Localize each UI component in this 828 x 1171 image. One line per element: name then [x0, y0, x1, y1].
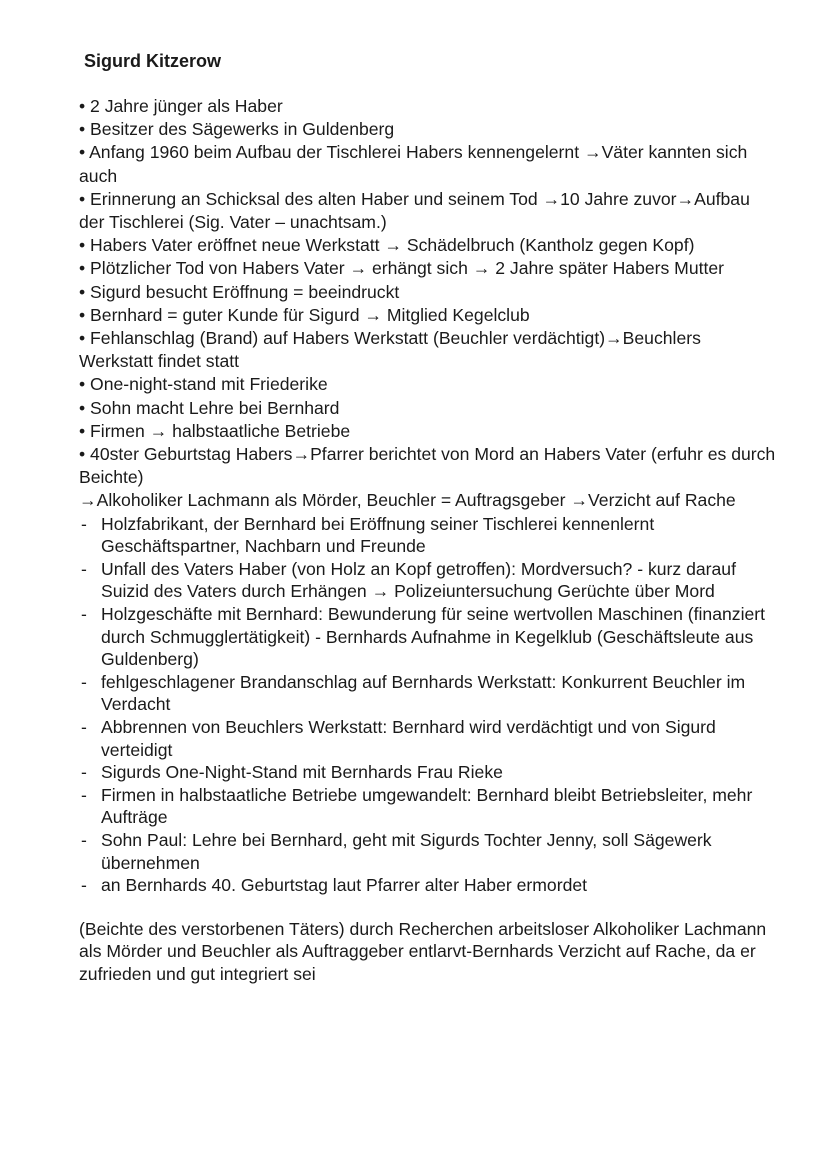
dash-item: - Firmen in halbstaatliche Betriebe umgewandelt: Bernhard bleibt Betriebsleiter, mehr Aufträge — [79, 784, 779, 829]
bullet-item: • Besitzer des Sägewerks in Guldenberg — [79, 119, 395, 140]
dash-item: - fehlgeschlagener Brandanschlag auf Bernhards Werkstatt: Konkurrent Beuchler im Verdacht — [79, 671, 779, 716]
bullet-item: • Erinnerung an Schicksal des alten Haber und seinem Tod →10 Jahre zuvor→Aufbau der Tischlerei (Sig. Vater – unachtsam.) — [79, 188, 750, 233]
bullet-item: • One-night-stand mit Friederike — [79, 374, 328, 395]
dash-item: - Sigurds One-Night-Stand mit Bernhards Frau Rieke — [79, 761, 779, 784]
page-title: Sigurd Kitzerow — [84, 51, 222, 71]
bullet-item: • Bernhard = guter Kunde für Sigurd → Mitglied Kegelclub — [79, 304, 530, 325]
bullet-item: • Anfang 1960 beim Aufbau der Tischlerei Habers kennengelernt →Väter kannten sich auch — [79, 142, 748, 186]
bullet-item: • Sigurd besucht Eröffnung = beeindruckt — [79, 281, 400, 302]
dash-item: - Sohn Paul: Lehre bei Bernhard, geht mit Sigurds Tochter Jenny, soll Sägewerk übernehmen — [79, 829, 779, 874]
dash-list — [79, 513, 779, 897]
dash-item: - Holzgeschäfte mit Bernhard: Bewunderung für seine wertvollen Maschinen (finanziert durch Schmugglertätigkeit) - Bernhards Aufnahme in Kegelklub (Geschäftsleute aus Guldenberg) — [79, 603, 779, 671]
bullet-list — [79, 95, 779, 513]
dash-item: - Unfall des Vaters Haber (von Holz an Kopf getroffen): Mordversuch? - kurz darauf Suizid des Vaters durch Erhängen → Polizeiuntersuchung Gerüchte über Mord — [79, 558, 779, 603]
bullet-item: • Sohn macht Lehre bei Bernhard — [79, 397, 340, 418]
bullet-item: • 40ster Geburtstag Habers→Pfarrer berichtet von Mord an Habers Vater (erfuhr es durch Beichte) — [79, 444, 776, 488]
bullet-item: • 2 Jahre jünger als Haber — [79, 96, 283, 116]
bullet-item: • Habers Vater eröffnet neue Werkstatt → Schädelbruch (Kantholz gegen Kopf) — [79, 235, 695, 256]
document-page — [79, 50, 779, 986]
dash-item: - Abbrennen von Beuchlers Werkstatt: Bernhard wird verdächtigt und von Sigurd verteidigt — [79, 716, 779, 761]
dash-item: - Holzfabrikant, der Bernhard bei Eröffnung seiner Tischlerei kennenlernt Geschäftspartner, Nachbarn und Freunde — [79, 513, 779, 558]
bullet-item: • Plötzlicher Tod von Habers Vater → erhängt sich → 2 Jahre später Habers Mutter — [79, 258, 725, 279]
dash-item: - an Bernhards 40. Geburtstag laut Pfarrer alter Haber ermordet — [79, 874, 779, 897]
bullet-item: • Fehlanschlag (Brand) auf Habers Werkstatt (Beuchler verdächtigt)→Beuchlers Werkstatt findet statt — [79, 328, 701, 372]
bullet-item: • Firmen → halbstaatliche Betriebe — [79, 420, 351, 441]
closing-paragraph: (Beichte des verstorbenen Täters) durch Recherchen arbeitsloser Alkoholiker Lachmann als Mörder und Beuchler als Auftraggeber entlarvt-Bernhards Verzicht auf Rache, da er zufrieden und gut integriert sei — [79, 918, 767, 984]
bullet-item: →Alkoholiker Lachmann als Mörder, Beuchler = Auftragsgeber →Verzicht auf Rache — [79, 490, 736, 511]
